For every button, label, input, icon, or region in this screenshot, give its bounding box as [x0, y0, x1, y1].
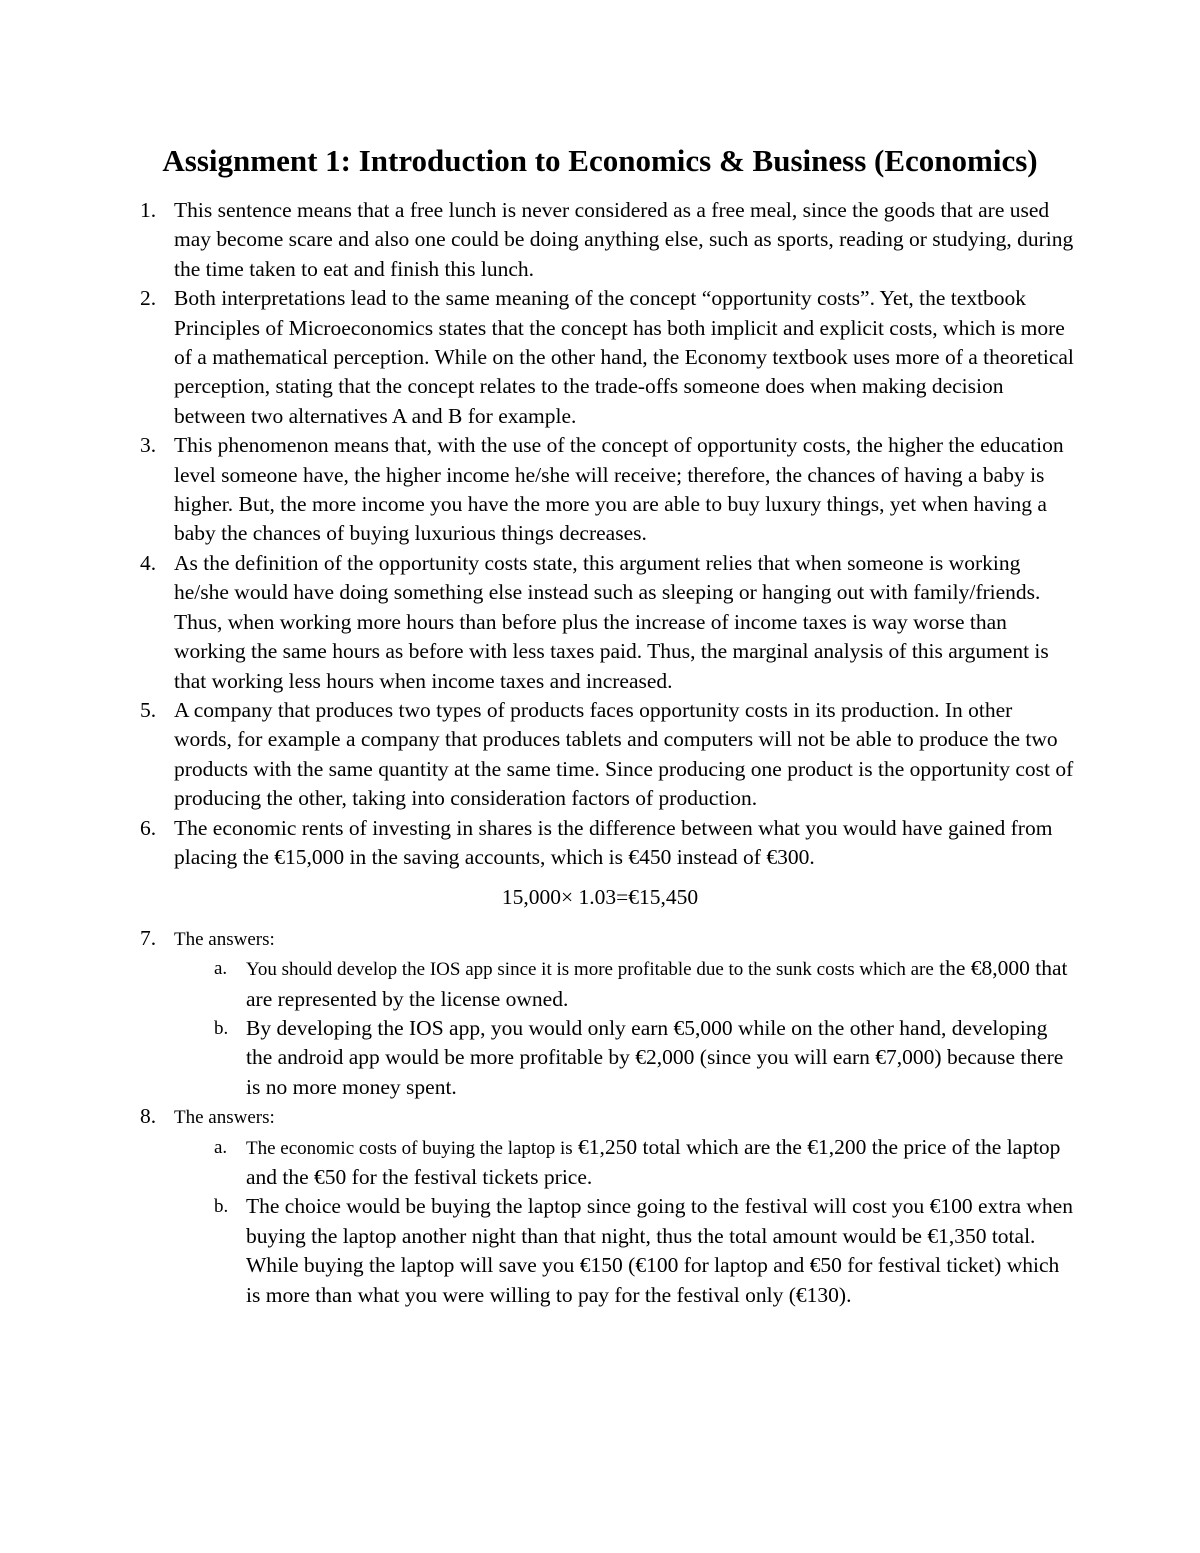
item-text: This phenomenon means that, with the use of the concept of opportunity costs, the higher the education level someone have, the higher income he/she will receive; therefore, the chances of having a baby is higher. But, the more income you have the more you are able to buy luxury things, yet when having a baby the chances of buying luxurious things decreases. — [174, 433, 1064, 546]
sub-letter: b. — [214, 1017, 229, 1039]
sub-answer-a — [214, 954, 1074, 1014]
item-text: This sentence means that a free lunch is never considered as a free meal, since the goods that are used may become scare and also one could be doing anything else, such as sports, reading or studying, during the time taken to eat and finish this lunch. — [174, 198, 1074, 281]
item-number: 4. — [140, 550, 157, 575]
sub-text-small: The economic costs of buying the laptop is — [246, 1137, 573, 1159]
answer-item-6 — [140, 814, 1074, 913]
answer-list — [140, 196, 1074, 1310]
sub-text: €1,250 total which are the €1,200 the price of the laptop and the €50 for the festival tickets price. — [246, 1134, 1061, 1189]
item-text: Both interpretations lead to the same meaning of the concept “opportunity costs”. Yet, the textbook Principles of Microeconomics states that the concept has both implicit and explicit costs, which is more of a mathematical perception. While on the other hand, the Economy textbook uses more of a theoretical perception, stating that the concept relates to the trade-offs someone does when making decision between two alternatives A and B for example. — [174, 286, 1074, 428]
item-label: The answers: — [174, 928, 275, 950]
item-number: 8. — [140, 1104, 157, 1129]
item-text: As the definition of the opportunity costs state, this argument relies that when someone is working he/she would have doing something else instead such as sleeping or hanging out with family/friends. Thus, when working more hours than before plus the increase of income taxes is way worse than working the same hours as before with less taxes paid. Thus, the marginal analysis of this argument is that working less hours when income taxes and increased. — [174, 550, 1049, 693]
item-text: The economic rents of investing in shares is the difference between what you would have gained from placing the €15,000 in the saving accounts, which is €450 instead of €300. — [174, 815, 1053, 869]
sub-text: By developing the IOS app, you would only earn €5,000 while on the other hand, developing the android app would be more profitable by €2,000 (since you will earn €7,000) because there is no more money spent. — [246, 1015, 1064, 1099]
answer-item-4 — [140, 549, 1074, 696]
answer-item-1 — [140, 196, 1074, 284]
item-number: 7. — [140, 925, 157, 950]
answer-item-7 — [140, 924, 1074, 1102]
answer-item-3 — [140, 431, 1074, 549]
item-number: 3. — [140, 433, 157, 458]
sub-answer-b — [214, 1192, 1074, 1310]
sub-letter: b. — [214, 1196, 229, 1218]
sub-letter: a. — [214, 958, 228, 980]
answer-item-8 — [140, 1102, 1074, 1310]
answer-item-2 — [140, 284, 1074, 431]
sub-text-small: You should develop the IOS app since it is more profitable due to the sunk costs which are — [246, 959, 934, 981]
sub-letter: a. — [214, 1136, 228, 1158]
sub-answer-list — [174, 954, 1074, 1102]
item-text: A company that produces two types of products faces opportunity costs in its production. In other words, for example a company that produces tablets and computers will not be able to produce the two products with the same quantity at the same time. Since producing one product is the opportunity cost of producing the other, taking into consideration factors of production. — [174, 697, 1074, 811]
sub-answer-b — [214, 1014, 1074, 1102]
sub-text: the €8,000 that are represented by the license owned. — [246, 956, 1068, 1011]
item-number: 2. — [140, 286, 157, 311]
item-number: 5. — [140, 697, 157, 722]
item-label: The answers: — [174, 1107, 275, 1129]
document-title: Assignment 1: Introduction to Economics & Business (Economics) — [162, 143, 1038, 178]
equation: 15,000× 1.03=€15,450 — [501, 885, 699, 910]
sub-answer-list — [174, 1133, 1074, 1310]
answer-item-5 — [140, 696, 1074, 814]
sub-text: The choice would be buying the laptop since going to the festival will cost you €100 extra when buying the laptop another night than that night, thus the total amount would be €1,350 total. While buying the laptop will save you €150 (€100 for laptop and €50 for festival ticket) which is more than what you were willing to pay for the festival only (€130). — [246, 1194, 1073, 1307]
item-number: 1. — [140, 198, 157, 222]
sub-answer-a — [214, 1133, 1074, 1193]
item-number: 6. — [140, 815, 157, 840]
